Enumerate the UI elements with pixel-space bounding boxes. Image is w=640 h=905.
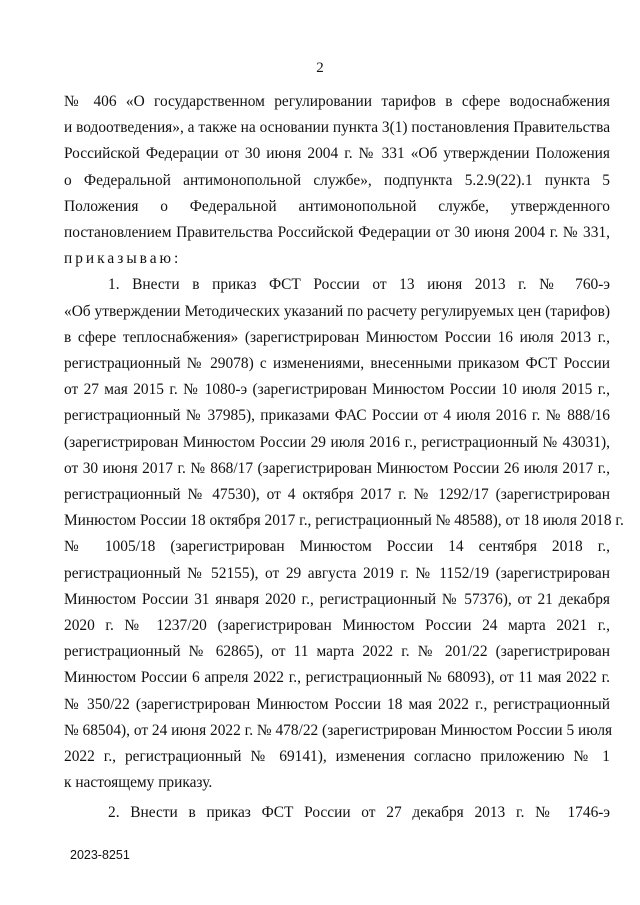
text-line: к настоящему приказу. — [64, 774, 213, 792]
text-line: от 27 мая 2015 г. № 1080-э (зарегистрирован Минюстом России 10 июля 2015 г., — [64, 381, 610, 399]
order-word: приказываю: — [64, 250, 182, 268]
text-line: в сфере теплоснабжения» (зарегистрирован Минюстом России 16 июля 2013 г., — [64, 328, 610, 346]
text-line: 2022 г., регистрационный № 69141), изменения согласно приложению № 1 — [64, 748, 610, 766]
text-line: Минюстом России 31 января 2020 г., регистрационный № 57376), от 21 декабря — [64, 590, 610, 608]
text-line: № 1005/18 (зарегистрирован Минюстом России 14 сентября 2018 г., — [64, 538, 610, 556]
text-line: 2020 г. № 1237/20 (зарегистрирован Минюстом России 24 марта 2021 г., — [64, 617, 610, 635]
paragraph-2-start: 2. Внести в приказ ФСТ России от 27 декабря 2013 г. № 1746-э — [108, 804, 610, 822]
text-line: № 406 «О государственном регулировании тарифов в сфере водоснабжения — [64, 93, 610, 110]
text-line: о Федеральной антимонопольной службе», подпункта 5.2.9(22).1 пункта 5 — [64, 171, 610, 189]
text-line: Минюстом России 6 апреля 2022 г., регистрационный № 68093), от 11 мая 2022 г. — [64, 669, 610, 687]
paragraph-1-start: 1. Внести в приказ ФСТ России от 13 июня 2013 г. № 760-э — [108, 276, 610, 294]
text-line: Минюстом России 18 октября 2017 г., регистрационный № 48588), от 18 июля 2018 г. — [64, 512, 624, 530]
text-line: регистрационный № 29078) с изменениями, внесенными приказом ФСТ России — [64, 355, 610, 373]
document-body — [64, 89, 624, 827]
text-line: Положения о Федеральной антимонопольной службе, утвержденного — [64, 197, 610, 215]
text-line: постановлением Правительства Российской Федерации от 30 июня 2004 г. № 331, — [64, 224, 610, 242]
text-line: регистрационный № 52155), от 29 августа 2019 г. № 1152/19 (зарегистрирован — [64, 564, 610, 582]
text-line: (зарегистрирован Минюстом России 29 июля 2016 г., регистрационный № 43031), — [64, 433, 610, 451]
text-line: и водоотведения», а также на основании пункта 3(1) постановления Правительства — [64, 119, 611, 137]
text-line: «Об утверждении Методических указаний по расчету регулируемых цен (тарифов) — [64, 302, 610, 320]
text-line: регистрационный № 47530), от 4 октября 2017 г. № 1292/17 (зарегистрирован — [64, 486, 610, 504]
page-number: 2 — [316, 60, 324, 76]
document-code: 2023-8251 — [70, 848, 130, 862]
text-line: № 68504), от 24 июня 2022 г. № 478/22 (зарегистрирован Минюстом России 5 июля — [64, 721, 613, 739]
text-line: от 30 июня 2017 г. № 868/17 (зарегистрирован Минюстом России 26 июля 2017 г., — [64, 459, 610, 477]
text-line: Российской Федерации от 30 июня 2004 г. № 331 «Об утверждении Положения — [64, 145, 610, 163]
text-line: № 350/22 (зарегистрирован Минюстом России 18 мая 2022 г., регистрационный — [64, 695, 610, 713]
text-line: регистрационный № 37985), приказами ФАС России от 4 июля 2016 г. № 888/16 — [64, 407, 610, 425]
text-line: регистрационный № 62865), от 11 марта 2022 г. № 201/22 (зарегистрирован — [64, 643, 610, 661]
